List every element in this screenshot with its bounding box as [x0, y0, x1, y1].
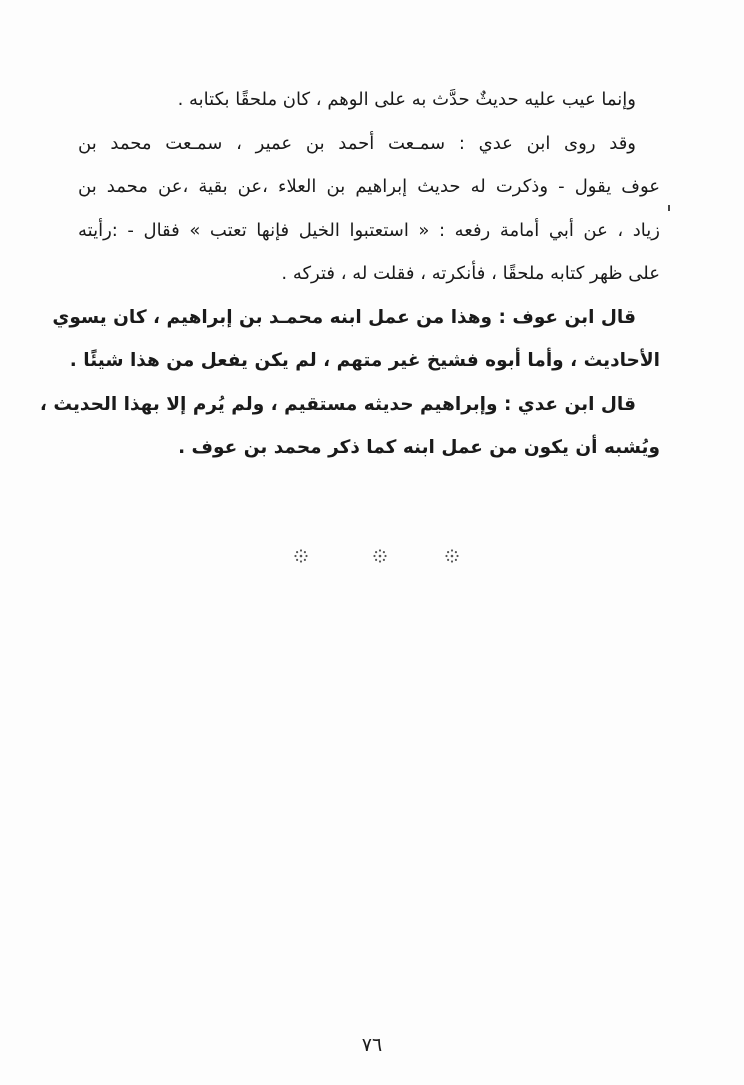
text-line-9: ويُشبه أن يكون من عمل ابنه كما ذكر محمد بن عوف . [178, 437, 660, 458]
text-line-8: قال ابن عدي : وإبراهيم حديثه مستقيم ، ولم يُرم إلا بهذا الحديث ، [39, 393, 636, 415]
text-line-3: عوف يقول - وذكرت له حديث إبراهيم بن العلاء ،عن بقية ،عن محمد بن [78, 176, 660, 197]
page-number: ٧٦ [361, 1034, 383, 1056]
text-line-4: زياد ، عن أبي أمامة رفعه : « استعتبوا الخيل فإنها تعتب » فقال - :رأيته [78, 219, 660, 241]
text-line-2: وقد روى ابن عدي : سمـعت أحمد بن عمير ، سمـعت محمد بن [78, 132, 636, 154]
body-text [39, 78, 660, 470]
margin-mark [668, 205, 670, 211]
text-line-5: على ظهر كتابه ملحقًا ، فأنكرته ، فقلت له ، فتركه . [281, 263, 660, 284]
section-divider [0, 540, 744, 570]
text-line-7: الأحاديث ، وأما أبوه فشيخ غير متهم ، لم يكن يفعل من هذا شيئًا . [69, 350, 660, 371]
text-line-6: قال ابن عوف : وهذا من عمل ابنه محمـد بن إبراهيم ، كان يسوي [52, 306, 636, 328]
flower-ornament-icon [372, 548, 388, 564]
text-line-1: وإنما عيب عليه حديثٌ حدَّث به على الوهم ، كان ملحقًا بكتابه . [177, 89, 636, 110]
flower-ornament-icon [293, 548, 309, 564]
flower-ornament-icon [444, 548, 460, 564]
